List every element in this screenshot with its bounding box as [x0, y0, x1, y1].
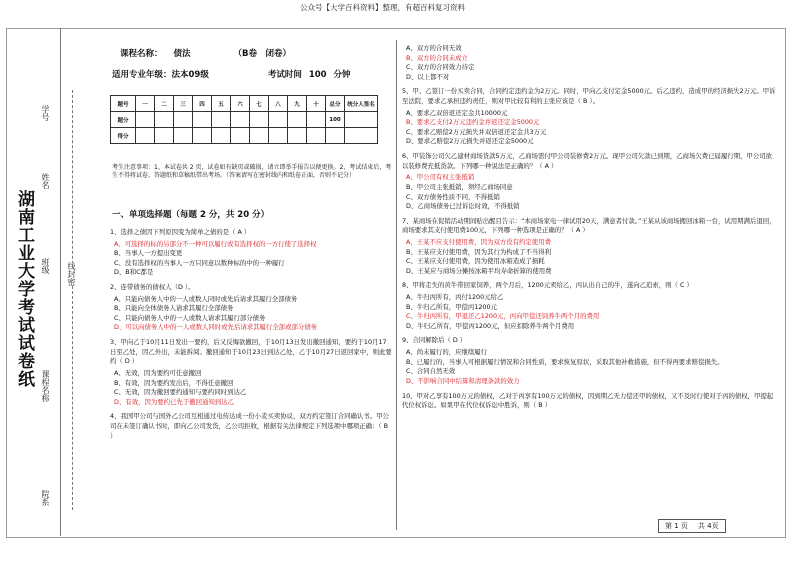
answer-option: A、甲公司有权主张抵销 — [406, 173, 475, 182]
answer-option: D、可以向债务人中的一人或数人同时或先后请求其履行全部或部分债务 — [114, 323, 318, 332]
score-points-cell — [345, 112, 378, 128]
left-column — [110, 228, 392, 446]
score-points-cell — [155, 112, 174, 128]
score-earned-cell — [193, 128, 212, 144]
answer-option: D、有效，因为要约已先于撤回通知到达乙 — [114, 397, 234, 406]
question — [402, 87, 778, 147]
score-earned-cell — [288, 128, 307, 144]
right-column — [402, 44, 778, 416]
answer-option: D、牛归乙所有，甲偿丙1200元，但应扣除养牛两个月费用 — [406, 321, 575, 330]
score-points-cell — [193, 112, 212, 128]
score-points-cell — [174, 112, 193, 128]
department-label: 院系 — [41, 490, 50, 506]
answer-option: B、只能向全体债务人请求其履行全部债务 — [114, 304, 234, 313]
question — [110, 283, 392, 333]
answer-option: B、当事人一方提出变更 — [114, 249, 183, 258]
score-earned-cell — [250, 128, 269, 144]
score-points-cell — [250, 112, 269, 128]
answer-option: C、只能向债务人中的一人或数人请求其履行部分债务 — [114, 313, 266, 322]
score-header-cell: 一 — [136, 96, 155, 112]
answer-option: C、合同自然无效 — [406, 367, 456, 376]
course-title: 课程名称： 债法 （B卷 闭卷） — [120, 49, 291, 59]
answer-option: A、牛归丙所有，丙付1200元给乙 — [406, 293, 504, 302]
answer-option: A、尚未履行的，应继续履行 — [406, 348, 488, 357]
sidebar-divider — [60, 28, 61, 536]
question-text: 6、甲装饰公司欠乙建材商场货款5万元，乙商场需付甲公司装修费2万元。现甲公司欠款已到期，乙商场欠费已届履行期，甲公司欲以装修费充抵货款。下列哪一种说法是正确的？（ A ） — [402, 152, 773, 170]
course-label: 课程名称 — [41, 370, 50, 402]
answer-option: A、无效，因为要约可任意撤回 — [114, 368, 202, 377]
question-text: 9、合同解除后（ D ） — [402, 336, 467, 345]
score-earned-cell — [174, 128, 193, 144]
score-points-cell — [212, 112, 231, 128]
question-text: 2、连带债务的债权人（D ）。 — [110, 283, 195, 292]
answer-option: B、牛归乙所有，甲偿丙1200元 — [406, 302, 497, 311]
score-header-cell: 十 — [307, 96, 326, 112]
question — [402, 152, 778, 212]
question — [402, 336, 778, 386]
score-header-cell: 九 — [288, 96, 307, 112]
answer-option: A、可选择的标的另部分不一种可以履行或有选择权的一方行使了选择权 — [114, 239, 317, 248]
question-text: 3、甲向乙于10月11日发出一要约，后又反悔欲撤回，于10月13日发出撤回通知，要约于10月17日至乙处，因乙外出，未能拆阅。撤回通知于10月23日到达乙处，乙于10月27日返回家中，则此要约（ D ） — [110, 338, 392, 366]
answer-option: C、双方的合同效力待定 — [406, 63, 475, 72]
question-text: 7、某商场在促销活动期间贴出醒目告示：“本商场家电一律试用20天，满意者付款。”王某从该商场搬回冰箱一台，试用期满后退回，商场要求其支付使用费100元，下列哪一种选项是正确的？（ A ） — [402, 216, 776, 235]
answer-option: C、牛归丙所有，甲退还乙1200元，丙向甲偿还饲养牛两个月的费用 — [406, 312, 600, 321]
question-text: 5、甲、乙签订一份买卖合同，合同约定违约金为2万元。同时，甲向乙支付定金5000元。后乙违约，造成甲的经济损失2万元。甲诉至法院，要求乙承担违约责任，则对甲比较有利的主张应该是（ B ）。 — [402, 87, 776, 106]
section-title: 一、单项选择题（每题 2 分，共 20 分） — [112, 210, 270, 220]
school-name: 湖南工业大学考试试卷纸 — [14, 190, 34, 388]
student-id-label: 学号 — [41, 105, 50, 121]
question-text: 4、我国甲公司与国外乙公司互相通过电传达成一份小麦买卖协议，双方约定签订合同确认书。甲公司在未签订确认书时，即向乙公司发货，乙公司拒收，根据有关法律规定下列选项中哪项正确：（ B ） — [110, 412, 389, 440]
column-divider — [396, 40, 397, 530]
score-earned-cell: 得分 — [111, 128, 136, 144]
answer-option: D、不影响合同中结算和清理条款的效力 — [406, 376, 520, 385]
answer-option: D、要求乙赔偿2万元损失并返还定金5000元 — [406, 137, 534, 146]
score-points-cell — [136, 112, 155, 128]
score-header-cell: 总分 — [326, 96, 345, 112]
score-points-cell — [288, 112, 307, 128]
score-earned-cell — [326, 128, 345, 144]
answer-option: D、王某应与商场分摊按冰箱平均寿命折算的使用费 — [406, 266, 552, 275]
answer-option: D、以上都不对 — [406, 72, 450, 81]
question-text: 8、甲将走失的黄牛带回家饲养，两个月后，1200元卖给乙，丙认出自己的牛，遂向乙追索，则（ C ） — [402, 281, 693, 290]
answer-option: A、王某不应支付使用费，因为双方没有约定使用费 — [406, 237, 551, 246]
answer-option: C、双方债务性质不同，不得抵销 — [406, 192, 500, 201]
score-earned-cell — [231, 128, 250, 144]
score-header-cell: 七 — [250, 96, 269, 112]
score-points-cell: 100 — [326, 112, 345, 128]
score-earned-cell — [155, 128, 174, 144]
answer-option: A、要求乙双倍返还定金共10000元 — [406, 108, 508, 117]
score-earned-cell — [136, 128, 155, 144]
score-header-cell: 三 — [174, 96, 193, 112]
answer-option: B、有效，因为要约发出后，不得任意撤回 — [114, 378, 234, 387]
score-earned-cell — [212, 128, 231, 144]
question — [402, 44, 778, 82]
question — [402, 392, 778, 411]
score-earned-cell — [269, 128, 288, 144]
question — [110, 338, 392, 407]
answer-option: D、乙商场债务已过诉讼时效，不得抵销 — [406, 202, 520, 211]
score-points-cell — [307, 112, 326, 128]
score-header-cell: 统分人签名 — [345, 96, 378, 112]
question — [110, 228, 392, 278]
question-text: 1、选择之债因下列原因变为简单之债的是（ A ） — [110, 228, 251, 236]
question — [402, 281, 778, 331]
answer-option: A、只能向债务人中的一人或数人同时或先后请求其履行全部债务 — [114, 294, 298, 303]
page-footer: 第 1 页 共 4页 — [658, 519, 726, 533]
name-label: 姓名 — [41, 173, 50, 189]
score-points-cell: 题分 — [111, 112, 136, 128]
score-header-cell: 五 — [212, 96, 231, 112]
answer-option: C、要求乙赔偿2万元损失并双倍返还定金共3万元 — [406, 127, 547, 136]
score-header-cell: 八 — [269, 96, 288, 112]
exam-notice: 考生注意事项：1、本试卷共 2 页，试卷如有缺页或破损，请立即举手报告以便更换。2、考试结束后，考生不得将试卷、答题纸和草稿纸带出考场。（答案请写在密封线内和纸卷正面，否则不记分） — [112, 164, 392, 180]
answer-option: C、无效，因为撤回要约通知与要约同时到达乙 — [114, 388, 247, 397]
seal-line-label: 线封密 — [67, 262, 76, 286]
score-earned-cell — [345, 128, 378, 144]
answer-option: B、双方的合同未成立 — [406, 53, 468, 62]
score-header-cell: 题号 — [111, 96, 136, 112]
answer-option: B、王某应支付使用费，因为其行为构成了不当得利 — [406, 247, 551, 256]
answer-option: C、王某应支付使用费，因为使用冰箱造成了损耗 — [406, 257, 545, 266]
top-note: 公众号【大学百科资料】整理，有超百科复习资料 — [300, 3, 465, 12]
answer-option: D、B和C都是 — [114, 268, 154, 277]
answer-option: A、双方的合同无效 — [406, 44, 462, 52]
score-points-cell — [231, 112, 250, 128]
question — [402, 217, 778, 277]
answer-option: C、没有选择权的当事人一方只同意以数种标的中的一种履行 — [114, 258, 285, 267]
class-label: 班级 — [41, 258, 50, 274]
answer-option: B、已履行的，当事人可根据履行情况和合同性质，要求恢复原状，采取其他补救措施，但不得再要求赔偿损失。 — [406, 357, 724, 366]
score-earned-cell — [307, 128, 326, 144]
answer-option: B、要求乙支付2万元违约金并返还定金5000元 — [406, 118, 540, 127]
score-header-cell: 六 — [231, 96, 250, 112]
score-points-cell — [269, 112, 288, 128]
score-header-cell: 二 — [155, 96, 174, 112]
question-text: 10、甲对乙享有100万元的债权，乙对于丙享有100万元的债权，因到期乙无力偿还甲的债权，又不及时行使对于丙的债权，甲提起代位权诉讼。如果甲在代位权诉讼中胜诉，则（ B ） — [402, 391, 774, 410]
question — [110, 412, 392, 441]
score-header-cell: 四 — [193, 96, 212, 112]
binding-line — [72, 90, 73, 510]
major-line: 适用专业年级：法本09级 考试时间 100 分钟 — [112, 70, 351, 80]
score-table — [110, 95, 378, 144]
answer-option: B、甲公司主张抵销，须经乙商场同意 — [406, 182, 513, 191]
